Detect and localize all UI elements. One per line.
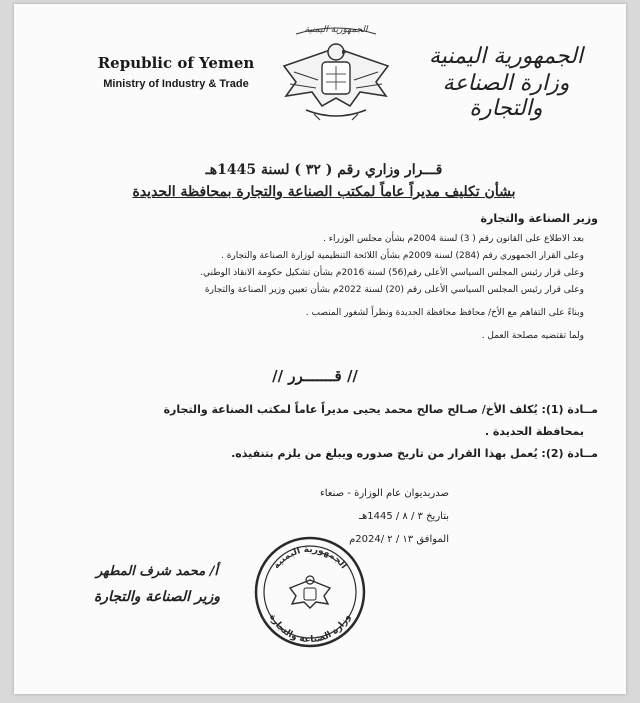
stamp-top-text: الجمهورية اليمنية — [271, 544, 349, 571]
decree-number: قـــرار وزاري رقم ( ٣٢ ) لسنة 1445هـ — [205, 162, 443, 178]
article-2: مــادة (2): يُعمل بهذا القرار من تاريخ صدوره ويبلغ من يلزم بتنفيذه. — [231, 447, 598, 460]
minister-heading: وزير الصناعة والتجارة — [480, 212, 598, 225]
article-1: مــادة (1): يُكلف الأخ/ صـالح صالح محمد يحيى مديراً عاماً لمكتب الصناعة والتجارة — [163, 403, 598, 416]
country-name-english: Republic of Yemen — [97, 54, 255, 72]
issuance-place: صدربديوان عام الوزارة - صنعاء — [320, 488, 449, 499]
signature-block — [82, 564, 232, 605]
emblem-banner-text: الجمهورية اليمنية — [304, 25, 368, 35]
decree-body — [32, 212, 598, 465]
article-1-continuation: بمحافظة الحديدة . — [484, 425, 584, 438]
svg-text:وزارة الصناعة والتجارة — [267, 613, 353, 645]
ministry-name-arabic: وزارة الصناعة والتجارة — [442, 71, 570, 121]
country-name-arabic: الجمهورية اليمنية — [428, 44, 584, 69]
english-letterhead — [86, 54, 266, 90]
preamble-item: وبناءً على التفاهم مع الأخ/ محافظ محافظة الحديدة ونظراً لشغور المنصب . — [305, 308, 584, 318]
signatory-title: وزير الصناعة والتجارة — [93, 589, 221, 605]
official-stamp-icon — [252, 534, 368, 650]
decision-heading: // قـــــــرر // — [272, 367, 358, 385]
svg-text:الجمهورية اليمنية — [272, 545, 349, 571]
document-page — [14, 4, 626, 694]
preamble-item: وعلى قرار رئيس المجلس السياسي الأعلى رقم (20) لسنة 2022م بشأن تعيين وزير الصناعة والتجارة — [204, 285, 584, 295]
preamble-item: بعد الاطلاع على القانون رقم ( 3) لسنة 2004م بشأن مجلس الوزراء . — [323, 234, 584, 244]
ministry-name-english: Ministry of Industry & Trade — [103, 78, 249, 90]
issuance-gregorian-date: الموافق ١٣ / ٢ /2024م — [349, 534, 449, 545]
arabic-letterhead — [406, 44, 606, 121]
decree-title — [94, 162, 554, 200]
preamble-item: وعلى القرار الجمهوري رقم (284) لسنة 2009م بشأن اللائحة التنظيمية لوزارة الصناعة والتجارة . — [220, 251, 584, 261]
preamble-item: ولما تقتضيه مصلحة العمل . — [481, 331, 584, 341]
stamp-bottom-text: وزارة الصناعة والتجارة — [267, 612, 353, 646]
signatory-name: أ/ محمد شرف المطهر — [95, 564, 219, 579]
preamble-item: وعلى قرار رئيس المجلس السياسي الأعلى رقم(56) لسنة 2016م بشأن تشكيل حكومة الانقاذ الوطني. — [200, 268, 584, 278]
yemen-eagle-emblem-icon — [276, 18, 396, 128]
decree-subject: بشأن تكليف مديراً عاماً لمكتب الصناعة والتجارة بمحافظة الحديدة — [132, 184, 516, 200]
preamble-list — [32, 231, 598, 345]
issuance-hijri-date: بتاريخ ٣ / ٨ / 1445هـ — [359, 511, 449, 522]
